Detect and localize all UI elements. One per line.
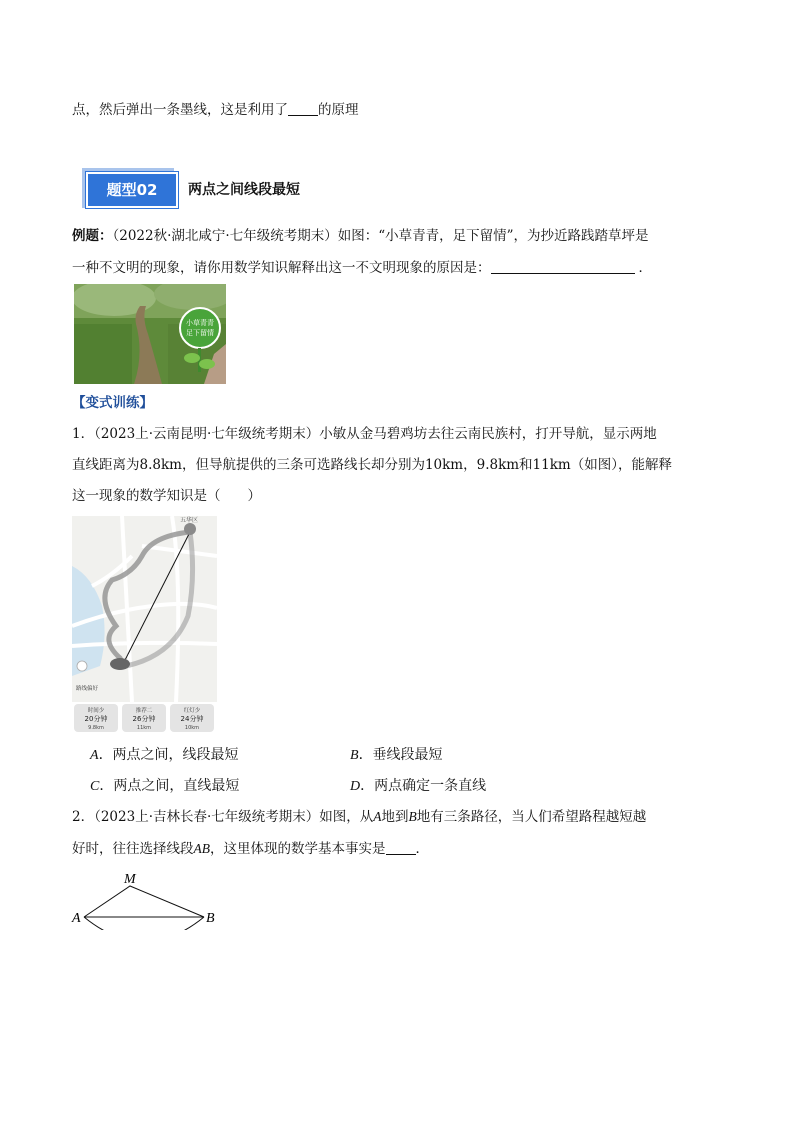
example-label: 例题： xyxy=(72,228,113,244)
option-b-text: ．垂线段最短 xyxy=(358,747,443,763)
option-d-text: ．两点确定一条直线 xyxy=(360,778,487,794)
option-b-letter: B xyxy=(350,748,359,763)
route-tab-3-title: 红灯少 xyxy=(183,708,201,714)
point-m-label: M xyxy=(124,872,136,887)
answer-blank xyxy=(491,259,635,274)
q2-text-2-end: ． xyxy=(415,841,429,857)
route-tab-1-time: 20分钟 xyxy=(84,715,108,723)
three-paths-figure xyxy=(70,868,220,930)
training-header: 【变式训练】 xyxy=(72,395,153,411)
map-corner-label: 路线偏好 xyxy=(76,686,99,692)
option-a-text: ．两点之间，线段最短 xyxy=(98,747,239,763)
example-text-2-end: ． xyxy=(638,260,652,276)
q2-var-ab: AB xyxy=(193,841,210,856)
point-a-label: A xyxy=(72,911,81,926)
example-line-1 xyxy=(72,226,649,246)
q2-text-1c: 地有三条路径，当人们希望路程越短越 xyxy=(416,809,647,825)
intro-text-before: 点，然后弹出一条墨线，这是利用了 xyxy=(72,102,288,118)
option-d[interactable] xyxy=(350,776,486,797)
q2-text-1b: 地到 xyxy=(381,809,409,825)
option-d-letter: D xyxy=(350,779,361,794)
q2-text-2a: 好时，往往选择线段 xyxy=(72,841,194,857)
intro-text-after: 的原理 xyxy=(318,102,359,118)
section-badge xyxy=(82,168,178,208)
option-b[interactable] xyxy=(350,745,443,766)
example-line-2 xyxy=(72,258,652,278)
q1-line-1: 1．（2023上·云南昆明·七年级统考期末）小敏从金马碧鸡坊去往云南民族村，打开导航，显示两地 xyxy=(72,426,657,442)
q1-line-2: 直线距离为8.8km，但导航提供的三条可选路线长却分别为10km，9.8km和11km（如图），能解释 xyxy=(72,457,672,473)
option-a-letter: A xyxy=(90,748,99,763)
q2-text-2b: ，这里体现的数学基本事实是 xyxy=(210,841,386,857)
route-tab-2-dist: 11km xyxy=(136,725,152,731)
route-tab-3-dist: 10km xyxy=(184,725,200,731)
option-c[interactable] xyxy=(90,776,239,797)
option-c-letter: C xyxy=(90,779,100,794)
example-text-1: （2022秋·湖北咸宁·七年级统考期末）如图：“小草青青，足下留情”，为抄近路践踏草坪是 xyxy=(112,228,649,244)
q1-line-3: 这一现象的数学知识是（ ） xyxy=(72,488,261,504)
route-tab-2-title: 推荐二 xyxy=(135,708,153,714)
route-tab-2-time: 26分钟 xyxy=(132,715,156,723)
q2-line-2 xyxy=(72,839,429,859)
q2-line-1 xyxy=(72,807,646,827)
grass-path-photo xyxy=(74,284,226,384)
navigation-map xyxy=(72,516,217,734)
answer-blank xyxy=(288,101,318,116)
answer-blank xyxy=(386,840,416,855)
route-tab-3-time: 24分钟 xyxy=(180,715,204,723)
example-text-2: 一种不文明的现象，请你用数学知识解释出这一不文明现象的原因是： xyxy=(72,260,491,276)
map-top-label: 五华区 xyxy=(180,517,199,524)
option-c-text: ．两点之间，直线最短 xyxy=(99,778,240,794)
q2-var-b: B xyxy=(408,809,417,824)
sign-text-2: 足下留情 xyxy=(186,329,214,337)
sign-text-1: 小草青青 xyxy=(186,319,214,327)
section-badge-label: 题型02 xyxy=(86,172,178,208)
intro-line xyxy=(72,100,359,120)
option-a[interactable] xyxy=(90,745,239,766)
q2-text-1a: 2．（2023上·吉林长春·七年级统考期末）如图，从 xyxy=(72,809,374,825)
route-tab-1-title: 时间少 xyxy=(87,708,105,714)
section-title: 两点之间线段最短 xyxy=(188,182,300,198)
route-tab-1-dist: 9.8km xyxy=(88,725,104,731)
q2-var-a: A xyxy=(373,809,382,824)
point-b-label: B xyxy=(206,911,215,926)
